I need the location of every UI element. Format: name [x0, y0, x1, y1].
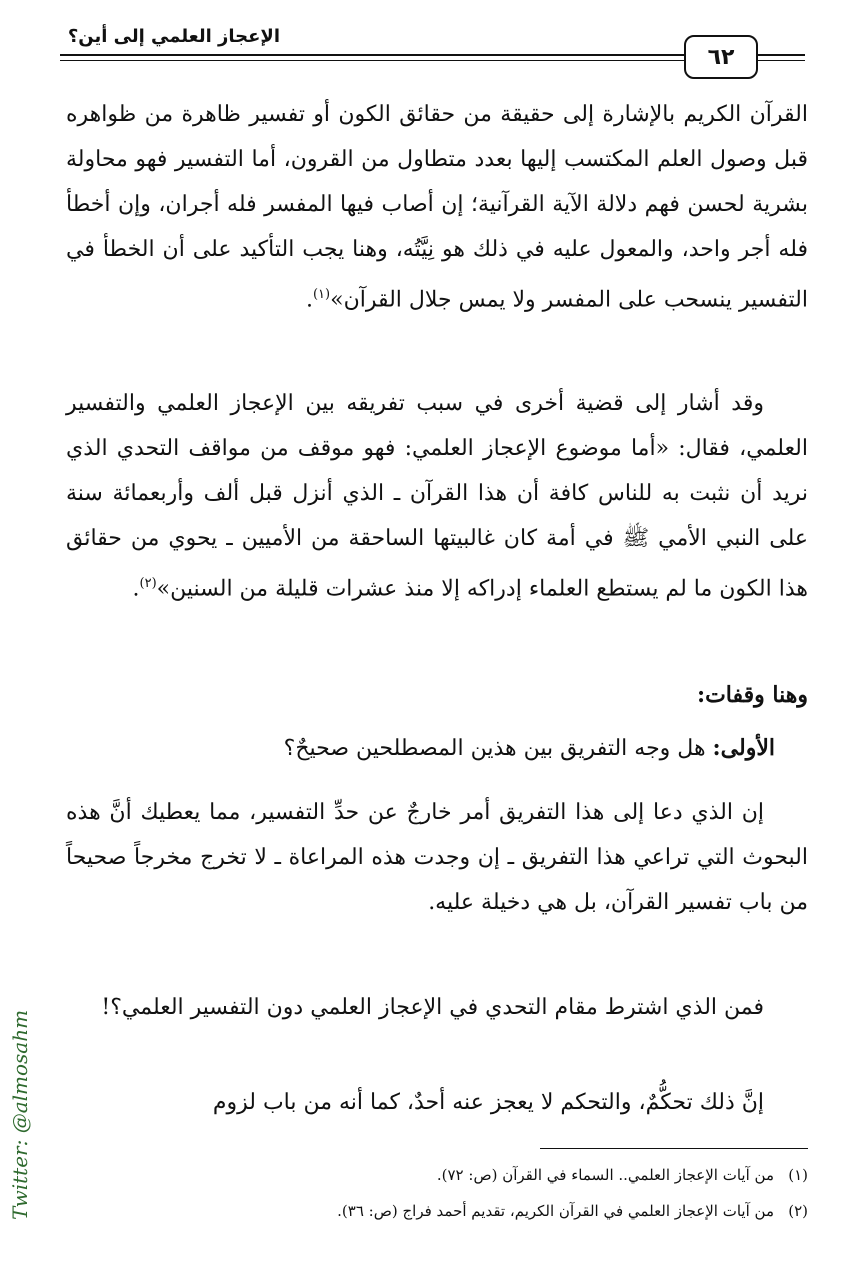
running-header-title: الإعجاز العلمي إلى أين؟ — [67, 26, 280, 47]
question-label: الأولى: — [712, 735, 775, 761]
question-line — [284, 735, 775, 761]
paragraph-end: . — [132, 576, 140, 602]
paragraph-end: . — [305, 287, 313, 313]
paragraph: إن الذي دعا إلى هذا التفريق أمر خارجٌ عن حدِّ التفسير، مما يعطيك أنَّ هذه البحوث التي تراعي هذا التفريق ـ إن وجدت هذه المراعاة ـ لا تخرج مخرجاً صحيحاً من باب تفسير القرآن، بل هي دخيلة عليه. — [66, 800, 808, 915]
paragraph-text: وقد أشار إلى قضية أخرى في سبب تفريقه بين الإعجاز العلمي والتفسير العلمي، فقال: «أما موضوع الإعجاز العلمي: فهو موقف من مواقف التحدي الذي نريد أن نثبت به للناس كافة أن هذا القرآن ـ الذي أنزل قبل ألف وأربعمائة سنة على النبي الأمي ﷺ في أمة كان غالبيتها الساحقة من الأميين ـ يحوي من حقائق هذا الكون ما لم يستطع العلماء إدراكه إلا منذ عشرات قليلة من السنين» — [66, 391, 808, 602]
footnote-ref: (٢) — [139, 576, 157, 591]
footnote — [337, 1202, 808, 1220]
footnote-number: (٢) — [788, 1202, 808, 1220]
paragraph: فمن الذي اشترط مقام التحدي في الإعجاز العلمي دون التفسير العلمي؟! — [101, 995, 764, 1020]
footnote-text: من آيات الإعجاز العلمي.. السماء في القرآن (ص: ٧٢). — [436, 1166, 774, 1184]
footnote — [437, 1166, 808, 1184]
section-heading: وهنا وقفات: — [696, 682, 808, 708]
footnote-number: (١) — [788, 1166, 808, 1184]
paragraph — [66, 381, 808, 611]
footnote-divider — [540, 1148, 808, 1149]
twitter-watermark: Twitter: @almosahm — [8, 1009, 32, 1220]
paragraph: إنَّ ذلك تحكُّمٌ، والتحكم لا يعجز عنه أحدٌ، كما أنه من باب لزوم — [212, 1090, 764, 1115]
paragraph — [66, 92, 808, 322]
page-number: ٦٢ — [684, 35, 758, 79]
paragraph-text: القرآن الكريم بالإشارة إلى حقيقة من حقائق الكون أو تفسير ظاهرة من ظواهره قبل وصول العلم المكتسب إليها بعدد متطاول من القرون، أما التفسير فهو محاولة بشرية لحسن فهم دلالة الآية القرآنية؛ إن أصاب فيها المفسر فله أجران، وإن أخطأ فله أجر واحد، والمعول عليه في ذلك هو نِيَّتُه، وهنا يجب التأكيد على أن الخطأ في التفسير ينسحب على المفسر ولا يمس جلال القرآن» — [66, 102, 808, 313]
footnote-text: من آيات الإعجاز العلمي في القرآن الكريم، تقديم أحمد فراج (ص: ٣٦). — [337, 1202, 774, 1220]
question-text: هل وجه التفريق بين هذين المصطلحين صحيحٌ؟ — [283, 736, 706, 761]
footnote-ref: (١) — [312, 287, 331, 302]
